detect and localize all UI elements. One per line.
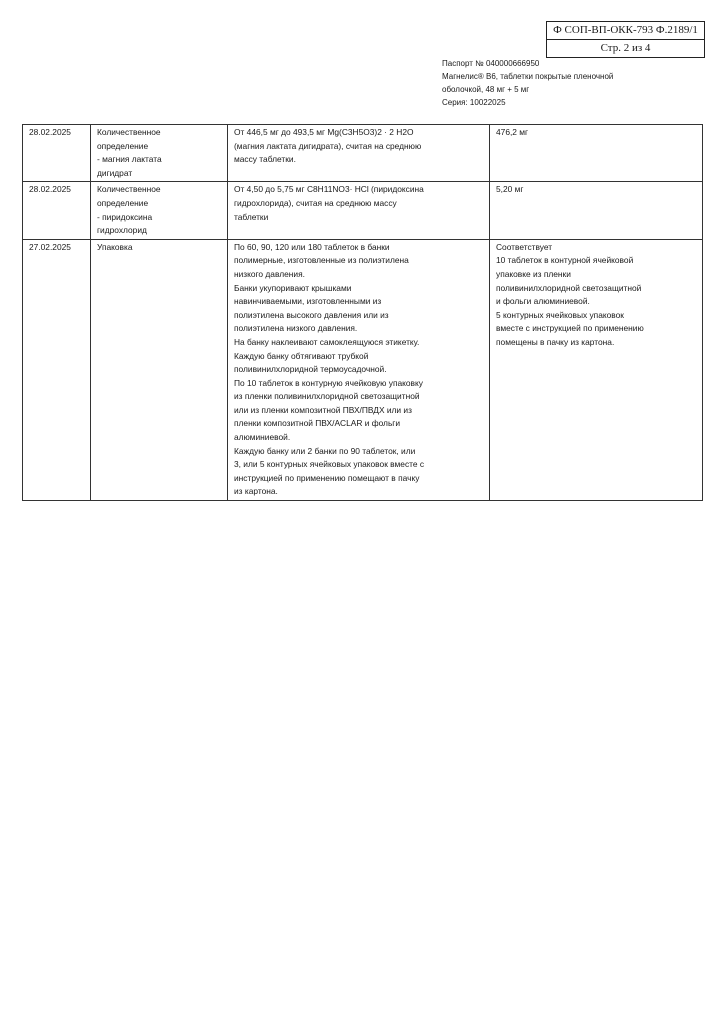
table-row [23, 239, 703, 500]
date-cell: 28.02.2025 [23, 182, 91, 239]
result-cell [490, 182, 703, 239]
passport-number: Паспорт № 040000666950 [442, 59, 540, 68]
result-line: упаковке из пленки [496, 268, 571, 279]
table-body [23, 125, 703, 501]
specification-line: Банки укупоривают крышками [234, 282, 352, 293]
table-row [23, 182, 703, 239]
result-line: 5 контурных ячейковых упаковок [496, 309, 624, 320]
table-row [23, 125, 703, 182]
specification-line: Каждую банку обтягивают трубкой [234, 350, 369, 361]
test-name-line: гидрохлорид [97, 225, 147, 236]
specification-line: От 446,5 мг до 493,5 мг Mg(C3H5O3)2 · 2 H2O [234, 127, 414, 137]
test-name-cell [91, 239, 228, 500]
form-code-box [546, 21, 705, 58]
specification-line: От 4,50 до 5,75 мг C8H11NO3· HCl (пиридоксина [234, 184, 424, 195]
test-name-cell [91, 182, 228, 239]
specification-line: из пленки поливинилхлоридной светозащитной [234, 391, 420, 402]
specification-line: инструкцией по применению помещают в пачку [234, 472, 420, 483]
test-name-line: определение [97, 140, 149, 151]
specification-line: поливинилхлоридной термоусадочной. [234, 364, 387, 375]
specification-cell [228, 239, 490, 500]
specification-line: Каждую банку или 2 банки по 90 таблеток, или [234, 445, 416, 456]
result-line: поливинилхлоридной светозащитной [496, 282, 642, 293]
series-number: Серия: 10022025 [442, 98, 506, 107]
specification-line: или из пленки композитной ПВХ/ПВДХ или из [234, 404, 412, 415]
page-number: Стр. 2 из 4 [547, 39, 704, 57]
specification-line: массу таблетки. [234, 154, 296, 165]
product-name-line: оболочкой, 48 мг + 5 мг [442, 85, 530, 94]
test-name-line: Упаковка [97, 241, 133, 252]
date-cell: 27.02.2025 [23, 239, 91, 500]
result-line: вместе с инструкцией по применению [496, 323, 644, 334]
specification-line: По 10 таблеток в контурную ячейковую упаковку [234, 377, 423, 388]
specification-line: пленки композитной ПВХ/ACLAR и фольги [234, 418, 401, 429]
test-name-line: определение [97, 197, 149, 208]
specification-line: По 60, 90, 120 или 180 таблеток в банки [234, 241, 390, 252]
specification-cell [228, 125, 490, 182]
result-line: 10 таблеток в контурной ячейковой [496, 255, 634, 266]
specification-line: полиэтилена низкого давления. [234, 323, 358, 334]
date-cell: 28.02.2025 [23, 125, 91, 182]
test-name-line: - пиридоксина [97, 211, 153, 222]
specification-line: таблетки [234, 211, 269, 222]
result-cell [490, 239, 703, 500]
result-line: Соответствует [496, 241, 553, 252]
specification-line: На банку наклеивают самоклеящуюся этикетку. [234, 336, 420, 347]
result-line: 5,20 мг [496, 184, 524, 195]
specification-line: навинчиваемыми, изготовленными из [234, 296, 382, 307]
passport-info [442, 57, 702, 109]
result-cell [490, 125, 703, 182]
specification-line: полимерные, изготовленные из полиэтилена [234, 255, 409, 266]
specification-line: из картона. [234, 486, 278, 497]
specification-line: низкого давления. [234, 268, 305, 279]
specification-line: алюминиевой. [234, 432, 291, 443]
test-results-table [22, 124, 703, 501]
specification-line: (магния лактата дигидрата), считая на среднюю [234, 140, 422, 151]
specification-line: гидрохлорида), считая на среднюю массу [234, 197, 397, 208]
test-name-line: - магния лактата [97, 154, 162, 165]
test-name-line: дигидрат [97, 167, 133, 178]
result-line: помещены в пачку из картона. [496, 336, 615, 347]
specification-line: полиэтилена высокого давления или из [234, 309, 389, 320]
product-name-line: Магнелис® В6, таблетки покрытые пленочной [442, 72, 614, 81]
specification-line: 3, или 5 контурных ячейковых упаковок вместе с [234, 459, 425, 470]
result-line: 476,2 мг [496, 127, 529, 137]
test-name-cell [91, 125, 228, 182]
test-name-line: Количественное [97, 184, 161, 195]
form-code: Ф СОП-ВП-ОКК-793 Ф.2189/1 [553, 24, 698, 36]
result-line: и фольги алюминиевой. [496, 296, 590, 307]
specification-cell [228, 182, 490, 239]
test-name-line: Количественное [97, 127, 161, 137]
